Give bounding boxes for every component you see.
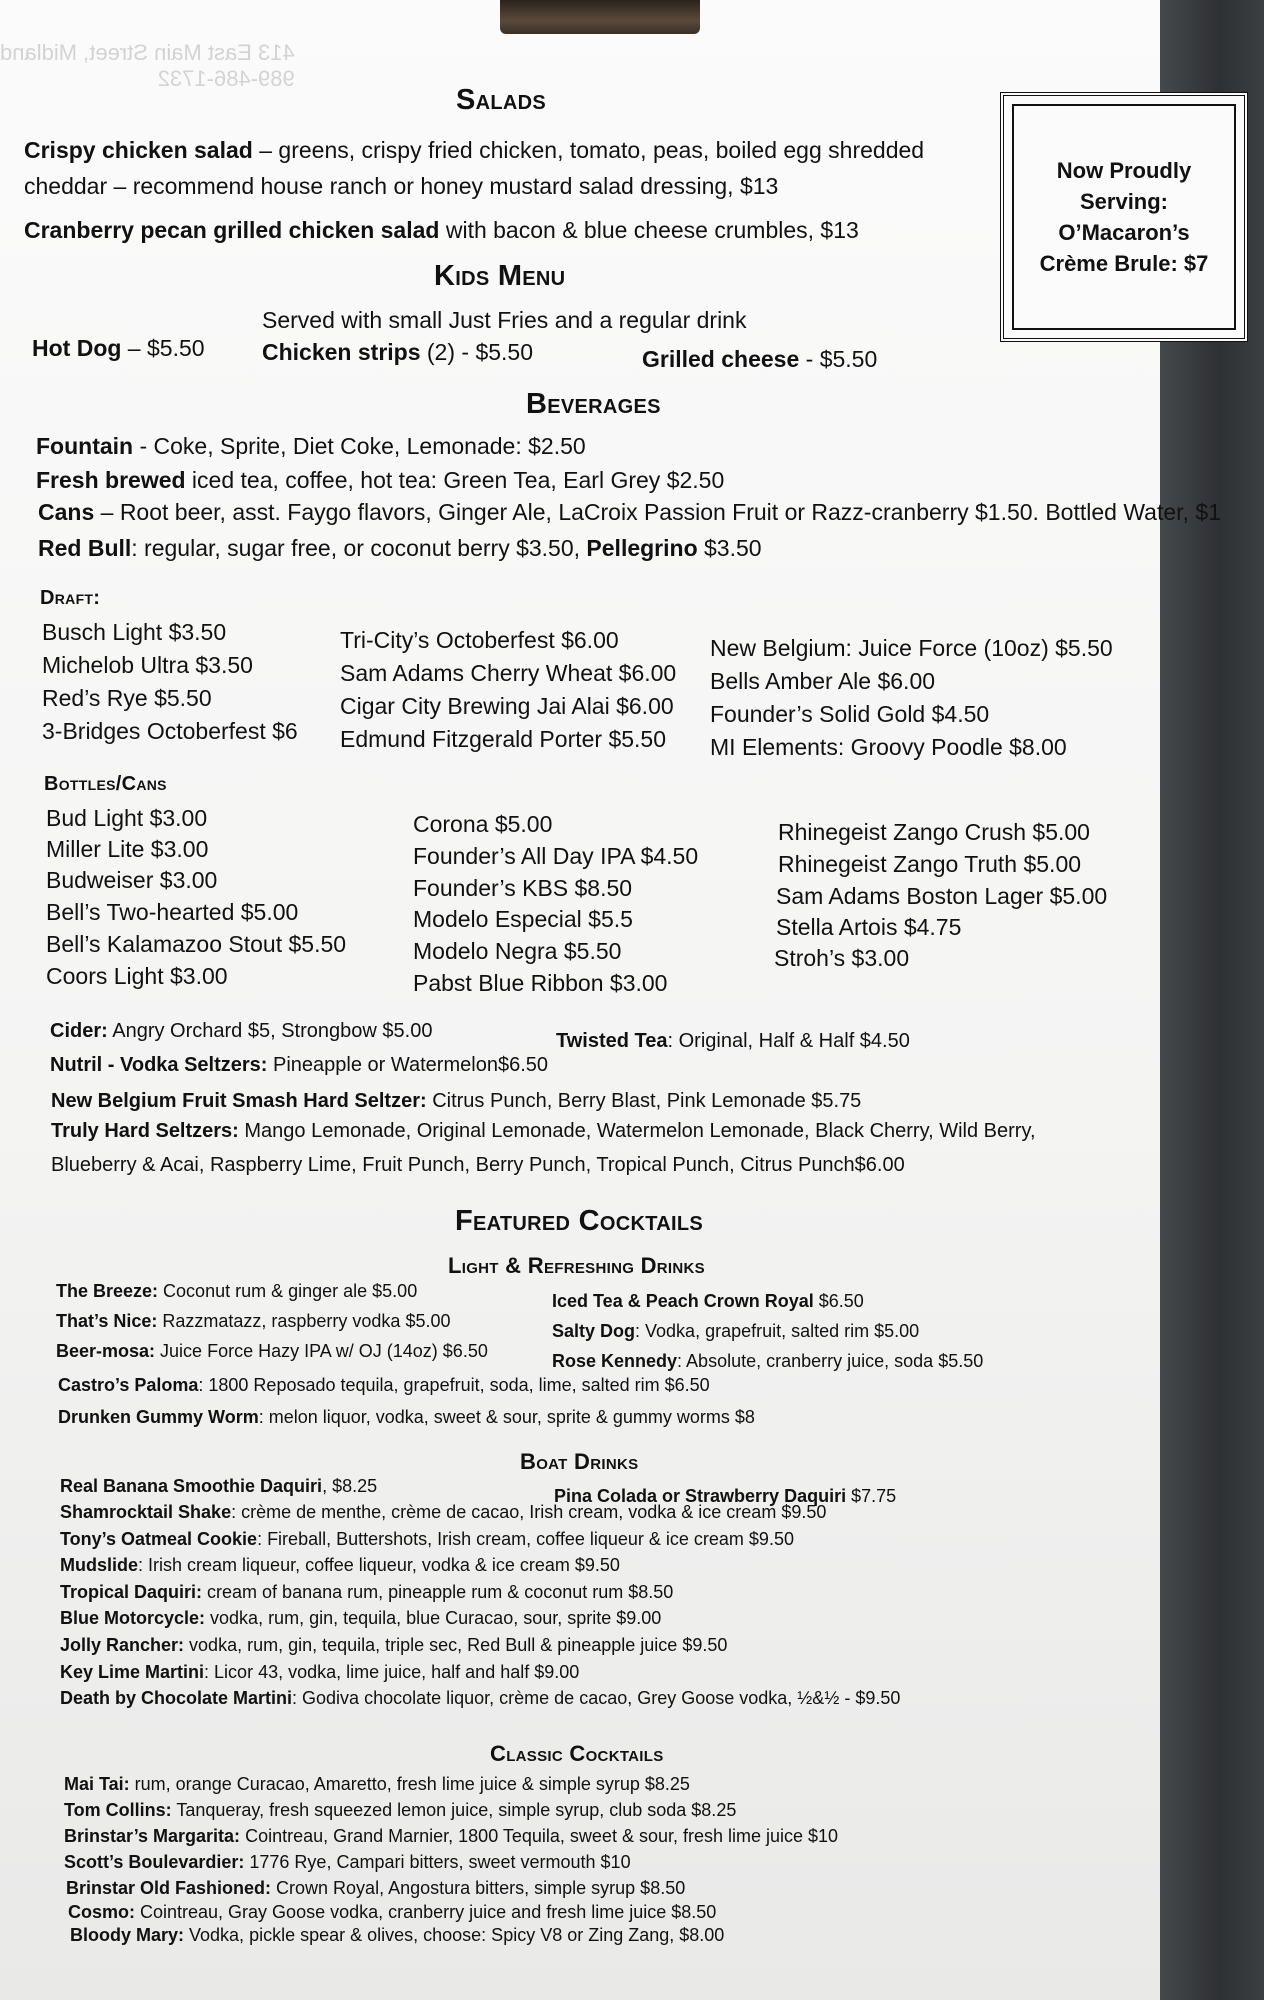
item-name: Cranberry pecan grilled chicken salad: [24, 217, 440, 243]
item-desc: Cointreau, Grand Marnier, 1800 Tequila, sweet & sour, fresh lime juice $10: [240, 1826, 839, 1846]
promo-line: Now Proudly: [1056, 158, 1192, 183]
item-desc: : Absolute, cranberry juice, soda $5.50: [677, 1351, 984, 1371]
item-desc: : Fireball, Buttershots, Irish cream, coffee liqueur & ice cream $9.50: [257, 1529, 794, 1549]
cocktail-rose-kennedy: [552, 1349, 983, 1373]
bottle-item: Modelo Negra $5.50: [413, 938, 622, 964]
draft-item: Founder’s Solid Gold $4.50: [710, 701, 990, 727]
item-name: Drunken Gummy Worm: [58, 1407, 259, 1427]
bev-item-fountain: [36, 432, 586, 460]
item-name: Chicken strips: [262, 339, 421, 365]
classic-bloody-mary: [70, 1923, 724, 1947]
bev-item-redbull: [38, 534, 762, 562]
boat-key-lime-martini: [60, 1660, 579, 1684]
item-desc: Tanqueray, fresh squeezed lemon juice, simple syrup, club soda $8.25: [171, 1800, 737, 1820]
bleed-through-text: [0, 40, 295, 92]
item-price: - $5.50: [799, 346, 878, 372]
draft-item: Bells Amber Ale $6.00: [710, 668, 936, 694]
item-name: Key Lime Martini: [60, 1662, 205, 1682]
kids-note: Served with small Just Fries and a regular drink: [262, 307, 747, 333]
item-desc: : regular, sugar free, or coconut berry $3.50,: [131, 535, 587, 561]
bottle-item: Modelo Especial $5.5: [413, 906, 633, 932]
item-desc: : Godiva chocolate liquor, crème de cacao, Grey Goose vodka, ½&½ - $9.50: [292, 1688, 901, 1708]
draft-item: Red’s Rye $5.50: [42, 685, 212, 711]
bottle-item: Rhinegeist Zango Truth $5.00: [778, 851, 1082, 877]
item-desc: $3.50: [697, 535, 762, 561]
item-price: – $5.50: [121, 335, 205, 361]
boat-oatmeal-cookie: [60, 1527, 794, 1551]
item-desc: : crème de menthe, crème de cacao, Irish cream, vodka & ice cream $9.50: [231, 1502, 827, 1522]
item-name: Death by Chocolate Martini: [60, 1688, 293, 1708]
item-desc: Crown Royal, Angostura bitters, simple syrup $8.50: [271, 1878, 686, 1898]
bottle-item: Stroh’s $3.00: [774, 945, 910, 971]
item-desc: vodka, rum, gin, tequila, triple sec, Red Bull & pineapple juice $9.50: [184, 1635, 728, 1655]
draft-item: MI Elements: Groovy Poodle $8.00: [710, 734, 1067, 760]
bottle-item: Rhinegeist Zango Crush $5.00: [778, 819, 1090, 845]
draft-item: Cigar City Brewing Jai Alai $6.00: [340, 693, 674, 719]
item-desc: : Vodka, grapefruit, salted rim $5.00: [635, 1321, 920, 1341]
boat-shamrocktail: [60, 1500, 826, 1524]
bev-item-brewed: [36, 466, 724, 494]
bottle-item: Founder’s KBS $8.50: [413, 875, 633, 901]
draft-item: Tri-City’s Octoberfest $6.00: [340, 627, 619, 653]
draft-item: Edmund Fitzgerald Porter $5.50: [340, 726, 667, 752]
item-name: Scott’s Boulevardier:: [64, 1852, 245, 1872]
light-drinks-heading: Light & Refreshing Drinks: [448, 1253, 705, 1278]
item-name: Cosmo:: [68, 1902, 135, 1922]
boat-blue-motorcycle: [60, 1606, 661, 1630]
cider-line: [50, 1018, 432, 1044]
beverages-heading: Beverages: [526, 388, 661, 420]
item-price: (2) - $5.50: [420, 339, 533, 365]
item-name: Castro’s Paloma: [58, 1375, 199, 1395]
promo-box: [1000, 92, 1248, 342]
item-name: Grilled cheese: [642, 346, 800, 372]
bottle-item: Pabst Blue Ribbon $3.00: [413, 970, 668, 996]
boat-banana: [60, 1474, 377, 1498]
cocktail-salty-dog: [552, 1319, 919, 1343]
item-desc: – Root beer, asst. Faygo flavors, Ginger Ale, LaCroix Passion Fruit or Razz-cranberry $1.50. Bottled Water, $1: [94, 499, 1221, 525]
item-name: Cider:: [50, 1020, 108, 1042]
classic-tom-collins: [64, 1798, 736, 1822]
item-name: The Breeze:: [56, 1281, 159, 1301]
item-name: Rose Kennedy: [552, 1351, 678, 1371]
item-name: Hot Dog: [32, 335, 122, 361]
promo-line: Serving:: [1079, 189, 1169, 214]
cocktail-breeze: [56, 1279, 417, 1303]
boat-tropical-daquiri: [60, 1580, 673, 1604]
item-name: Brinstar Old Fashioned:: [66, 1878, 272, 1898]
bottle-item: Bell’s Kalamazoo Stout $5.50: [46, 931, 347, 957]
bottle-item: Corona $5.00: [413, 811, 553, 837]
item-name: Tony’s Oatmeal Cookie: [60, 1529, 258, 1549]
item-desc: 1776 Rye, Campari bitters, sweet vermouth $10: [244, 1852, 631, 1872]
kids-item-hotdog: [32, 334, 205, 362]
bev-item-cans: [38, 498, 1221, 526]
bottles-heading: Bottles/Cans: [44, 773, 167, 795]
featured-cocktails-heading: Featured Cocktails: [455, 1205, 704, 1237]
cocktail-iced-tea-peach: [552, 1289, 864, 1313]
item-desc: Mango Lemonade, Original Lemonade, Watermelon Lemonade, Black Cherry, Wild Berry,: [238, 1120, 1036, 1142]
item-desc: : Original, Half & Half $4.50: [667, 1030, 910, 1052]
item-name: Red Bull: [38, 535, 132, 561]
salad-item-crispy-cont: cheddar – recommend house ranch or honey mustard salad dressing, $13: [24, 173, 779, 199]
salad-item-crispy: [24, 136, 924, 164]
bottle-item: Bell’s Two-hearted $5.00: [46, 899, 299, 925]
boat-death-by-chocolate: [60, 1686, 900, 1710]
item-name: Fountain: [36, 433, 134, 459]
item-desc: – greens, crispy fried chicken, tomato, peas, boiled egg shredded: [252, 137, 925, 163]
item-name: Mai Tai:: [64, 1774, 130, 1794]
cocktail-paloma: [58, 1373, 710, 1397]
item-name: Shamrocktail Shake: [60, 1502, 232, 1522]
promo-box-inner: [1012, 104, 1236, 330]
item-desc: Cointreau, Gray Goose vodka, cranberry juice and fresh lime juice $8.50: [135, 1902, 717, 1922]
item-name: Blue Motorcycle:: [60, 1608, 206, 1628]
item-desc: - Coke, Sprite, Diet Coke, Lemonade: $2.50: [133, 433, 586, 459]
item-name: Nutril - Vodka Seltzers:: [50, 1054, 268, 1076]
boat-jolly-rancher: [60, 1633, 727, 1657]
item-name: Cans: [38, 499, 95, 525]
item-name: Fresh brewed: [36, 467, 186, 493]
classic-cosmo: [68, 1900, 716, 1924]
item-desc: : Licor 43, vodka, lime juice, half and half $9.00: [204, 1662, 580, 1682]
salad-item-cranberry: [24, 216, 859, 244]
item-desc: Angry Orchard $5, Strongbow $5.00: [107, 1020, 433, 1042]
bottle-item: Coors Light $3.00: [46, 963, 228, 989]
classic-cocktails-heading: Classic Cocktails: [490, 1741, 664, 1766]
item-name: Crispy chicken salad: [24, 137, 253, 163]
kids-menu-heading: Kids Menu: [434, 260, 566, 292]
item-name: Pina Colada or Strawberry Daquiri: [554, 1486, 847, 1506]
draft-item: New Belgium: Juice Force (10oz) $5.50: [710, 635, 1113, 661]
item-name: Tom Collins:: [64, 1800, 172, 1820]
item-desc: : melon liquor, vodka, sweet & sour, sprite & gummy worms $8: [258, 1407, 755, 1427]
item-name-pellegrino: Pellegrino: [586, 535, 698, 561]
bottle-item: Sam Adams Boston Lager $5.00: [776, 883, 1108, 909]
item-desc: : Irish cream liqueur, coffee liqueur, vodka & ice cream $9.50: [138, 1555, 620, 1575]
classic-margarita: [64, 1824, 838, 1848]
item-desc: Coconut rum & ginger ale $5.00: [158, 1281, 418, 1301]
bottle-item: Budweiser $3.00: [46, 867, 218, 893]
item-desc: Vodka, pickle spear & olives, choose: Spicy V8 or Zing Zang, $8.00: [184, 1925, 725, 1945]
bleed-address: 413 East Main Street, Midland: [0, 40, 295, 65]
item-desc: Citrus Punch, Berry Blast, Pink Lemonade $5.75: [426, 1090, 862, 1112]
item-desc: Pineapple or Watermelon$6.50: [267, 1054, 548, 1076]
item-name: Twisted Tea: [556, 1030, 668, 1052]
twisted-tea-line: [556, 1028, 910, 1054]
boat-drinks-heading: Boat Drinks: [520, 1449, 639, 1474]
kids-item-strips: [262, 338, 533, 366]
item-name: Jolly Rancher:: [60, 1635, 185, 1655]
promo-line: Crème Brule: $7: [1039, 251, 1209, 276]
item-desc: Juice Force Hazy IPA w/ OJ (14oz) $6.50: [155, 1341, 488, 1361]
cocktail-beer-mosa: [56, 1339, 488, 1363]
cocktail-gummy-worm: [58, 1405, 755, 1429]
draft-item: Sam Adams Cherry Wheat $6.00: [340, 660, 677, 686]
bottle-item: Bud Light $3.00: [46, 805, 208, 831]
nutril-line: [50, 1052, 548, 1078]
item-name: Beer-mosa:: [56, 1341, 156, 1361]
item-name: Salty Dog: [552, 1321, 636, 1341]
item-name: Bloody Mary:: [70, 1925, 185, 1945]
binder-clip-icon: [500, 0, 700, 34]
item-desc: , $8.25: [322, 1476, 378, 1496]
item-desc: $7.75: [846, 1486, 897, 1506]
classic-mai-tai: [64, 1772, 690, 1796]
item-name: Truly Hard Seltzers:: [51, 1120, 239, 1142]
draft-item: Busch Light $3.50: [42, 619, 227, 645]
item-name: Brinstar’s Margarita:: [64, 1826, 241, 1846]
draft-heading: Draft:: [40, 587, 101, 609]
truly-line-cont: Blueberry & Acai, Raspberry Lime, Fruit Punch, Berry Punch, Tropical Punch, Citrus Punch$6.00: [51, 1154, 905, 1176]
promo-line: O’Macaron’s: [1058, 220, 1190, 245]
item-name: Mudslide: [60, 1555, 139, 1575]
item-name: Tropical Daquiri:: [60, 1582, 203, 1602]
classic-boulevardier: [64, 1850, 631, 1874]
kids-item-cheese: [642, 345, 877, 373]
bleed-phone: 989-486-1732: [157, 66, 295, 91]
item-name: Iced Tea & Peach Crown Royal: [552, 1291, 814, 1311]
item-name: Real Banana Smoothie Daquiri: [60, 1476, 323, 1496]
truly-line: [51, 1118, 1036, 1144]
item-name: That’s Nice:: [56, 1311, 158, 1331]
boat-mudslide: [60, 1553, 620, 1577]
item-desc: vodka, rum, gin, tequila, blue Curacao, sour, sprite $9.00: [205, 1608, 662, 1628]
item-desc: rum, orange Curacao, Amaretto, fresh lime juice & simple syrup $8.25: [129, 1774, 690, 1794]
item-desc: iced tea, coffee, hot tea: Green Tea, Earl Grey $2.50: [185, 467, 725, 493]
new-belgium-seltzer-line: [51, 1088, 861, 1114]
item-desc: $6.50: [813, 1291, 864, 1311]
item-desc: : 1800 Reposado tequila, grapefruit, soda, lime, salted rim $6.50: [198, 1375, 710, 1395]
salads-heading: Salads: [456, 84, 547, 116]
cocktail-thats-nice: [56, 1309, 451, 1333]
bottle-item: Founder’s All Day IPA $4.50: [413, 843, 699, 869]
classic-old-fashioned: [66, 1876, 685, 1900]
bottle-item: Miller Lite $3.00: [46, 836, 209, 862]
bottle-item: Stella Artois $4.75: [776, 914, 962, 940]
item-desc: with bacon & blue cheese crumbles, $13: [439, 217, 859, 243]
draft-item: Michelob Ultra $3.50: [42, 652, 253, 678]
item-desc: cream of banana rum, pineapple rum & coconut rum $8.50: [202, 1582, 674, 1602]
item-desc: Razzmatazz, raspberry vodka $5.00: [157, 1311, 451, 1331]
draft-item: 3-Bridges Octoberfest $6: [42, 718, 298, 744]
item-name: New Belgium Fruit Smash Hard Seltzer:: [51, 1090, 427, 1112]
